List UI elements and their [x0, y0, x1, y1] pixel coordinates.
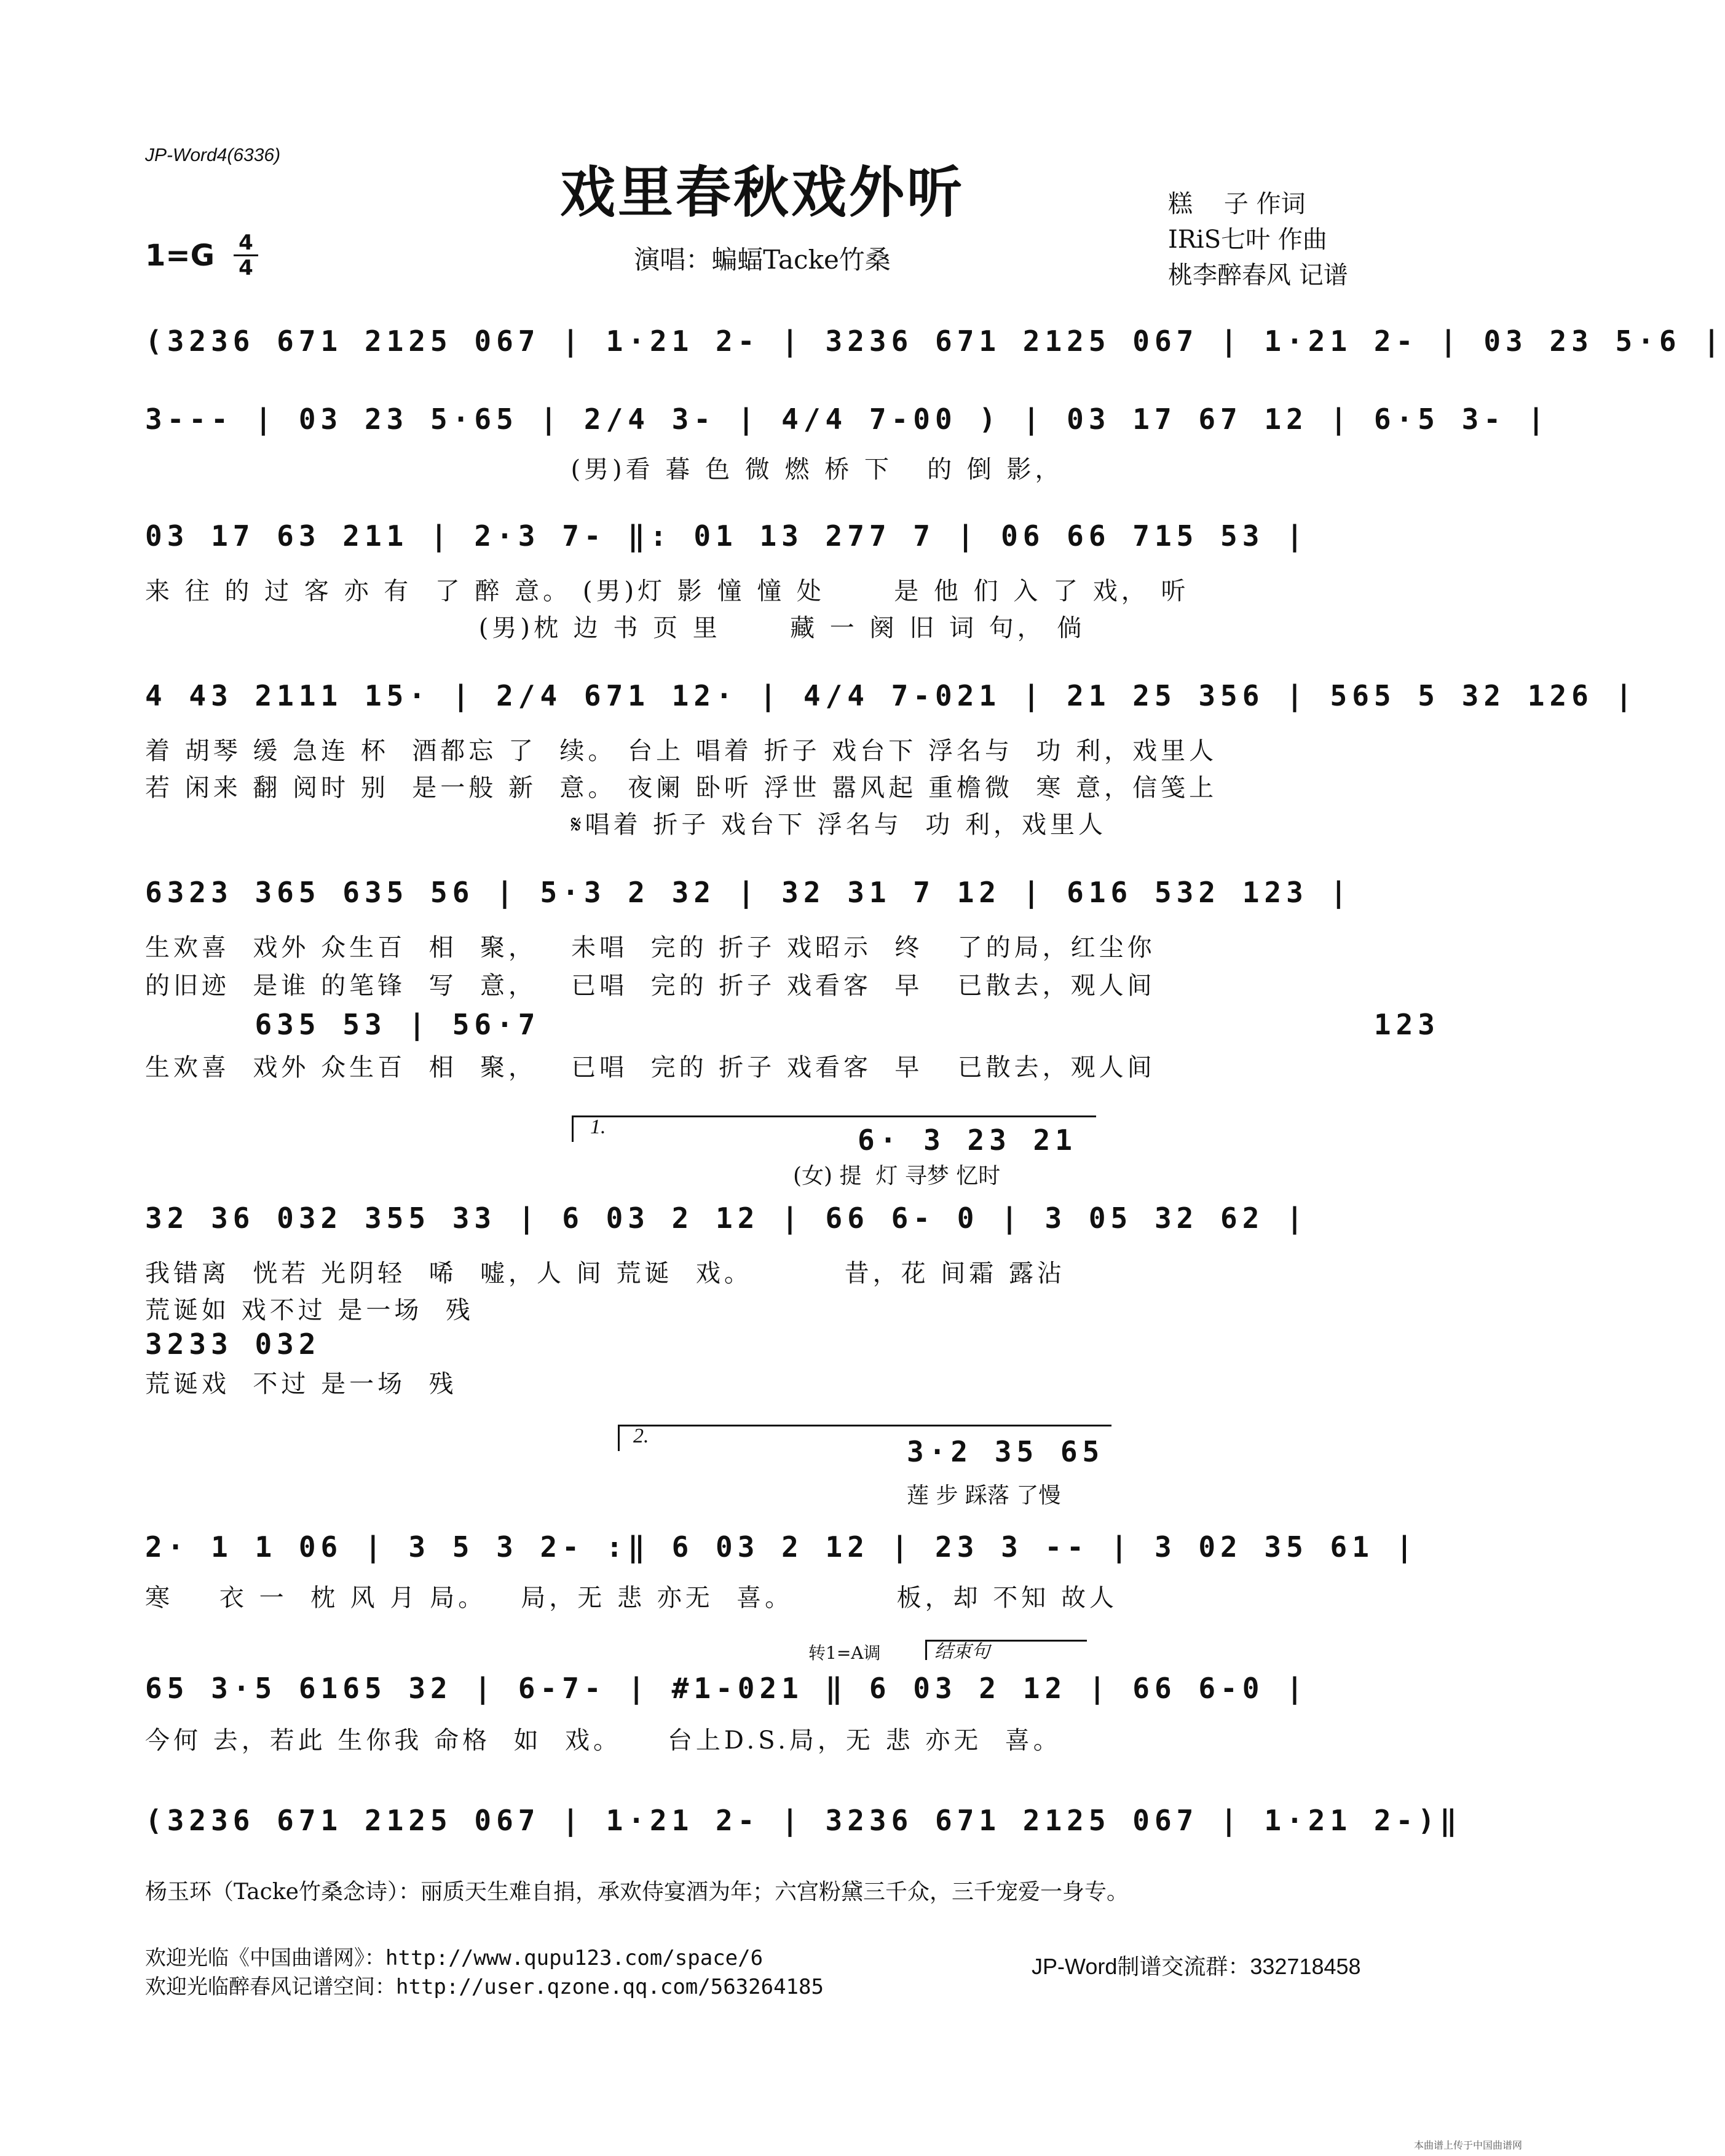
transcriber-credit: 桃李醉春风 记谱 [1168, 261, 1348, 289]
volta-1-upper-staff: 6· 3 23 21 [858, 1123, 1077, 1157]
lyric-row-5-1: 生欢喜 戏外 众生百 相 聚， 未唱 完的 折子 戏昭示 终 了的局，红尘你 [145, 934, 1156, 962]
time-signature [234, 232, 258, 278]
recitation-text: 杨玉环（Tacke竹桑念诗）：丽质天生难自捐，承欢侍宴酒为年；六宫粉黛三千众，三千宠爱一身专。 [145, 1879, 1129, 1905]
staff-row-9: 2· 1 1 06 | 3 5 3 2- :‖ 6 03 2 12 | 23 3 -- | 3 02 35 61 | [145, 1530, 1418, 1564]
lyric-row-6-1: 生欢喜 戏外 众生百 相 聚， 已唱 完的 折子 戏看客 早 已散去，观人间 [145, 1053, 1156, 1082]
volta-1-upper-lyric: (女) 提 灯 寻梦 忆时 [793, 1163, 1001, 1189]
key-signature: 1=G [145, 238, 215, 273]
composer-credit: IRiS七叶 作曲 [1168, 226, 1327, 254]
lyric-row-5-2: 的旧迹 是谁 的笔锋 写 意， 已唱 完的 折子 戏看客 早 已散去，观人间 [145, 972, 1156, 1000]
footer-group: JP-Word制谱交流群：332718458 [1032, 1954, 1361, 1979]
lyric-row-10-1: 今何 去，若此 生你我 命格 如 戏。 台上D.S.局，无 悲 亦无 喜。 [145, 1726, 1062, 1755]
lyric-row-7-1: 我错离 恍若 光阴轻 唏 嘘，人 间 荒诞 戏。 昔，花 间霜 露沾 [145, 1259, 1066, 1288]
lyric-row-2-1: (男)看 暮 色 微 燃 桥 下 的 倒 影， [145, 455, 1064, 484]
volta-2-label: 2. [633, 1425, 649, 1447]
footer-link-1: 欢迎光临《中国曲谱网》：http://www.qupu123.com/space/6 [145, 1946, 764, 1970]
time-bottom: 4 [239, 256, 253, 280]
modulation-label: 转1=A调 [808, 1643, 881, 1663]
time-top: 4 [239, 230, 253, 255]
staff-row-4: 4 43 2111 15· | 2/4 671 12· | 4/4 7-021 | 21 25 356 | 565 5 32 126 | [145, 679, 1638, 712]
lyric-row-4-3: 𝄋唱着 折子 戏台下 浮名与 功 利，戏里人 [145, 811, 1107, 839]
lyricist-credit: 糕 子 作词 [1168, 190, 1306, 218]
lyric-row-4-1: 着 胡琴 缓 急连 杯 酒都忘 了 续。 台上 唱着 折子 戏台下 浮名与 功 利，戏里人 [145, 737, 1218, 765]
staff-row-10: 65 3·5 6165 32 | 6-7- | #1-021 ‖ 6 03 2 12 | 66 6-0 | [145, 1672, 1308, 1705]
staff-row-5: 6323 365 635 56 | 5·3 2 32 | 32 31 7 12 | 616 532 123 | [145, 876, 1352, 909]
lyric-row-3-2: (男)枕 边 书 页 里 藏 一 阕 旧 词 句， 倘 [145, 614, 1086, 642]
staff-row-6: 635 53 | 56·7 123 [145, 1008, 1440, 1041]
watermark: 本曲谱上传于中国曲谱网 [1414, 2139, 1523, 2151]
lyric-row-7-2: 荒诞如 戏不过 是一场 残 [145, 1296, 474, 1324]
lyric-row-9-1: 寒 衣 一 枕 风 月 局。 局，无 悲 亦无 喜。 板，却 不知 故人 [145, 1584, 1118, 1612]
volta-1-label: 1. [590, 1115, 606, 1138]
singer-credit: 演唱：蝙蝠Tacke竹桑 [634, 245, 891, 275]
staff-row-1: (3236 671 2125 067 | 1·21 2- | 3236 671 2125 067 | 1·21 2- | 03 23 5·6 | [145, 325, 1725, 358]
volta-2-upper-lyric: 莲 步 踩落 了慢 [907, 1483, 1061, 1508]
song-title: 戏里春秋戏外听 [560, 160, 965, 225]
lyric-row-3-1: 来 往 的 过 客 亦 有 了 醉 意。 (男)灯 影 憧 憧 处 是 他 们 入 了 戏， 听 [145, 577, 1190, 605]
lyric-row-8-1: 荒诞戏 不过 是一场 残 [145, 1370, 457, 1398]
staff-row-3: 03 17 63 211 | 2·3 7- ‖: 01 13 277 7 | 06 66 715 53 | [145, 519, 1308, 553]
software-label: JP-Word4(6336) [145, 145, 281, 165]
footer-link-2: 欢迎光临醉春风记谱空间：http://user.qzone.qq.com/563264185 [145, 1975, 824, 1999]
staff-row-2: 3--- | 03 23 5·65 | 2/4 3- | 4/4 7-00 ) | 03 17 67 12 | 6·5 3- | [145, 403, 1550, 436]
ending-label: 结束句 [934, 1641, 990, 1662]
staff-row-8: 3233 032 [145, 1328, 321, 1361]
volta-2-upper-staff: 3·2 35 65 [907, 1435, 1105, 1468]
lyric-row-4-2: 若 闲来 翻 阅时 别 是一般 新 意。 夜阑 卧听 浮世 嚣风起 重檐微 寒 意，信笺上 [145, 774, 1218, 802]
staff-row-7: 32 36 032 355 33 | 6 03 2 12 | 66 6- 0 | 3 05 32 62 | [145, 1202, 1308, 1235]
staff-row-11: (3236 671 2125 067 | 1·21 2- | 3236 671 2125 067 | 1·21 2-)‖ [145, 1804, 1462, 1837]
